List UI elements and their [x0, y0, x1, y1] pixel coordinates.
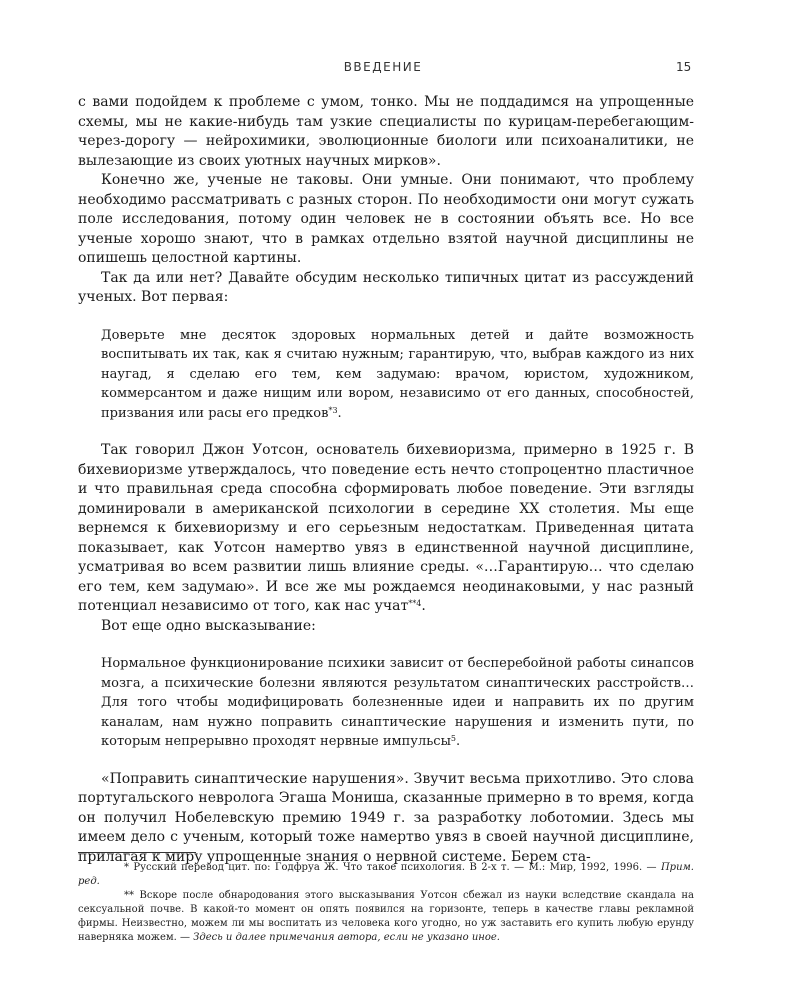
footnote-ref: **4 [408, 599, 422, 608]
footnotes [78, 852, 694, 945]
paragraph: Так да или нет? Давайте обсудим несколько типичных цитат из рассуждений ученых. Вот первая: [78, 269, 694, 305]
quote-end: . [337, 405, 342, 421]
footnote-text: ** Вскоре после обнародования этого высказывания Уотсон сбежал из науки вследствие скандала на сексуальной почве. В какой-то момент он опять появился на горизонте, теперь в качестве главы рекламной фирмы. Неизвестно, можем ли мы воспитать из человека кого угодно, но уж заставить его купить любую ерунду наверняка можем. — [78, 890, 694, 943]
footnote-1 [78, 861, 694, 889]
running-head [0, 60, 800, 78]
section-title: ВВЕДЕНИЕ [343, 60, 423, 74]
footnote-italic: Здесь и далее примечания автора, если не указано иное. [193, 932, 500, 943]
quote-body: Доверьте мне десяток здоровых нормальных детей и дайте возможность воспитывать их так, как я считаю нужным; гарантирую, что, выбрав каждого из них наугад, я сделаю его тем, кем задумаю: врачом, юристом, художником, коммерсантом и даже нищим или вором, независимо от его данных, способностей, призвания или расы его предков [101, 327, 694, 421]
footnote-italic: Прим. ред. [78, 862, 694, 887]
paragraph-end: . [421, 598, 426, 614]
paragraph: Конечно же, ученые не таковы. Они умные. Они понимают, что проблему необходимо рассматривать с разных сторон. По необходимости они могут сужать поле исследования, потому один человек не в состоянии объять все. Но все ученые хорошо знают, что в рамках отдельно взятой научной дисциплины не опишешь целостной картины. [78, 172, 694, 266]
paragraph-body: Так говорил Джон Уотсон, основатель бихевиоризма, примерно в 1925 г. В бихевиоризме утверждалось, что поведение есть нечто стопроцентно пластичное и что правильная среда способна сформировать любое поведение. Эти взгляды доминировали в американской психологии в середине XX столетия. Мы еще вернемся к бихевиоризму и его серьезным недостаткам. Приведенная цитата показывает, как Уотсон намертво увяз в единственной научной дисциплине, усматривая во всем развитии лишь влияние среды. «…Гарантирую… что сделаю его тем, кем задумаю». И все же мы рождаемся неодинаковыми, у нас разный потенциал независимо от того, как нас учат [78, 442, 694, 614]
main-text [78, 93, 694, 867]
paragraph-continued: с вами подойдем к проблеме с умом, тонко. Мы не поддадимся на упрощенные схемы, мы не какие-нибудь там узкие специалисты по курицам-перебегающим-через-дорогу — нейрохимики, эволюционные биологи или психоаналитики, не вылезающие из своих уютных научных мирков». [78, 94, 694, 169]
paragraph: «Поправить синаптические нарушения». Звучит весьма прихотливо. Это слова португальского невролога Эгаша Мониша, сказанные примерно в то время, когда он получил Нобелевскую премию 1949 г. за разработку лоботомии. Здесь мы имеем дело с ученым, который тоже намертво увяз в своей научной дисциплине, прилагая к миру упрощенные знания о нервной системе. Берем ста- [78, 770, 694, 865]
paragraph: Вот еще одно высказывание: [101, 617, 316, 634]
quote-text [78, 326, 694, 424]
footnote-divider [78, 852, 196, 853]
paragraph [78, 441, 694, 617]
footnote-2 [78, 889, 694, 945]
block-quote-moniz [78, 654, 694, 752]
footnote-text: * Русский перевод цит. по: Годфруа Ж. Что такое психология. В 2-х т. — М.: Мир, 1992, 1996. — [124, 862, 661, 873]
footnote-ref: 5 [450, 734, 457, 743]
page-number: 15 [676, 60, 692, 74]
quote-body: Нормальное функционирование психики зависит от бесперебойной работы синапсов мозга, а психические болезни являются результатом синаптических расстройств… Для того чтобы модифицировать болезненные идеи и направить их по другим каналам, нам нужно поправить синаптические нарушения и изменить пути, по которым непрерывно проходят нервные импульсы [101, 656, 694, 749]
quote-text [78, 654, 694, 752]
block-quote-watson [78, 326, 694, 424]
footnote-ref: *3 [328, 405, 338, 415]
quote-end: . [456, 734, 461, 749]
